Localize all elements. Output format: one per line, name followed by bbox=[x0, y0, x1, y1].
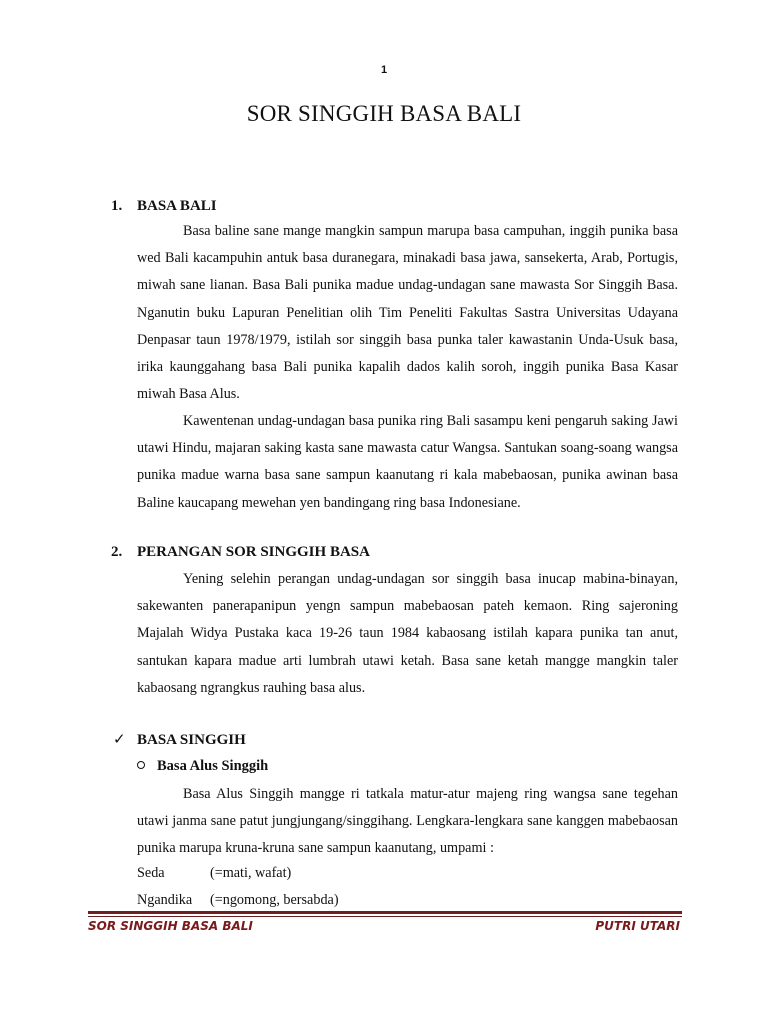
vocab-term: Ngandika bbox=[137, 892, 193, 908]
vocab-row bbox=[137, 865, 291, 882]
subsection-title: Basa Alus Singgih bbox=[157, 758, 269, 774]
section-1-paragraph-1 bbox=[137, 218, 678, 408]
footer-rule-thin bbox=[88, 916, 682, 917]
footer-rule bbox=[88, 911, 682, 914]
section-1-title: BASA BALI bbox=[137, 198, 217, 214]
section-1-number: 1. bbox=[111, 198, 123, 214]
checkmark-icon: ✓ bbox=[113, 730, 126, 748]
vocab-term: Seda bbox=[137, 865, 165, 881]
section-1-paragraph-2-text: Kawentenan undag-undagan basa punika ring Bali sasampu keni pengaruh saking Jawi utawi Hindu, majaran saking kasta sane mawasta catur Wangsa. Santukan soang-soang wangsa punika madue warna basa sane sampun kaanutang ri kala mabebaosan, punika awinan basa Baline kaucapang mewehan yen bandingang ring basa Indonesiane. bbox=[137, 413, 678, 511]
vocab-meaning: (=ngomong, bersabda) bbox=[210, 892, 339, 908]
footer-right-text: PUTRI UTARI bbox=[595, 919, 680, 933]
section-3-title: BASA SINGGIH bbox=[137, 732, 246, 748]
section-3-paragraph-1-text: Basa Alus Singgih mangge ri tatkala matur-atur majeng ring wangsa sane tegehan utawi janma sane patut jungjungang/singgihang. Lengkara-lengkara sane kanggen mabebaosan punika marupa kruna-kruna sane sampun kaanutang, umpami : bbox=[137, 786, 678, 857]
section-3-heading bbox=[113, 730, 246, 749]
page-number: 1 bbox=[380, 64, 388, 76]
section-2-paragraph-1-text: Yening selehin perangan undag-undagan sor singgih basa inucap mabina-binayan, sakewanten panerapanipun yengn sampun mabebaosan pateh kemaon. Ring sajeroning Majalah Widya Pustaka kaca 19-26 taun 1984 kabaosang istilah kapara punika tan anut, santukan kapara madue arti lumbrah utawi ketah. Basa sane ketah mangge mangkin taler kabaosang ngrangkus rauhing basa alus. bbox=[137, 571, 678, 696]
section-2-paragraph-1 bbox=[137, 566, 678, 702]
subsection-heading bbox=[137, 758, 268, 775]
section-1-heading bbox=[111, 198, 217, 215]
section-3-paragraph-1 bbox=[137, 781, 678, 863]
section-2-number: 2. bbox=[111, 544, 123, 560]
section-1-paragraph-1-text: Basa baline sane mange mangkin sampun marupa basa campuhan, inggih punika basa wed Bali kacampuhin antuk basa duranegara, minakadi basa jawa, sansekerta, Arab, Portugis, miwah sane lianan. Basa Bali punika madue undag-undagan sane mawasta Sor Singgih Basa. Nganutin buku Lapuran Penelitian olih Tim Peneliti Fakultas Sastra Universitas Udayana Denpasar taun 1978/1979, istilah sor singgih basa punka taler kawastanin Unda-Usuk basa, irika kaunggahang basa Bali punika kapalih dados kalih soroh, inggih punika Basa Kasar miwah Basa Alus. bbox=[137, 223, 678, 403]
section-2-heading bbox=[111, 544, 370, 561]
document-title: SOR SINGGIH BASA BALI bbox=[246, 101, 522, 126]
vocab-meaning: (=mati, wafat) bbox=[210, 865, 292, 881]
circle-bullet-icon bbox=[137, 761, 145, 769]
section-2-title: PERANGAN SOR SINGGIH BASA bbox=[137, 544, 370, 560]
vocab-row bbox=[137, 892, 339, 909]
section-1-paragraph-2 bbox=[137, 408, 678, 517]
footer-left-text: SOR SINGGIH BASA BALI bbox=[88, 919, 253, 933]
